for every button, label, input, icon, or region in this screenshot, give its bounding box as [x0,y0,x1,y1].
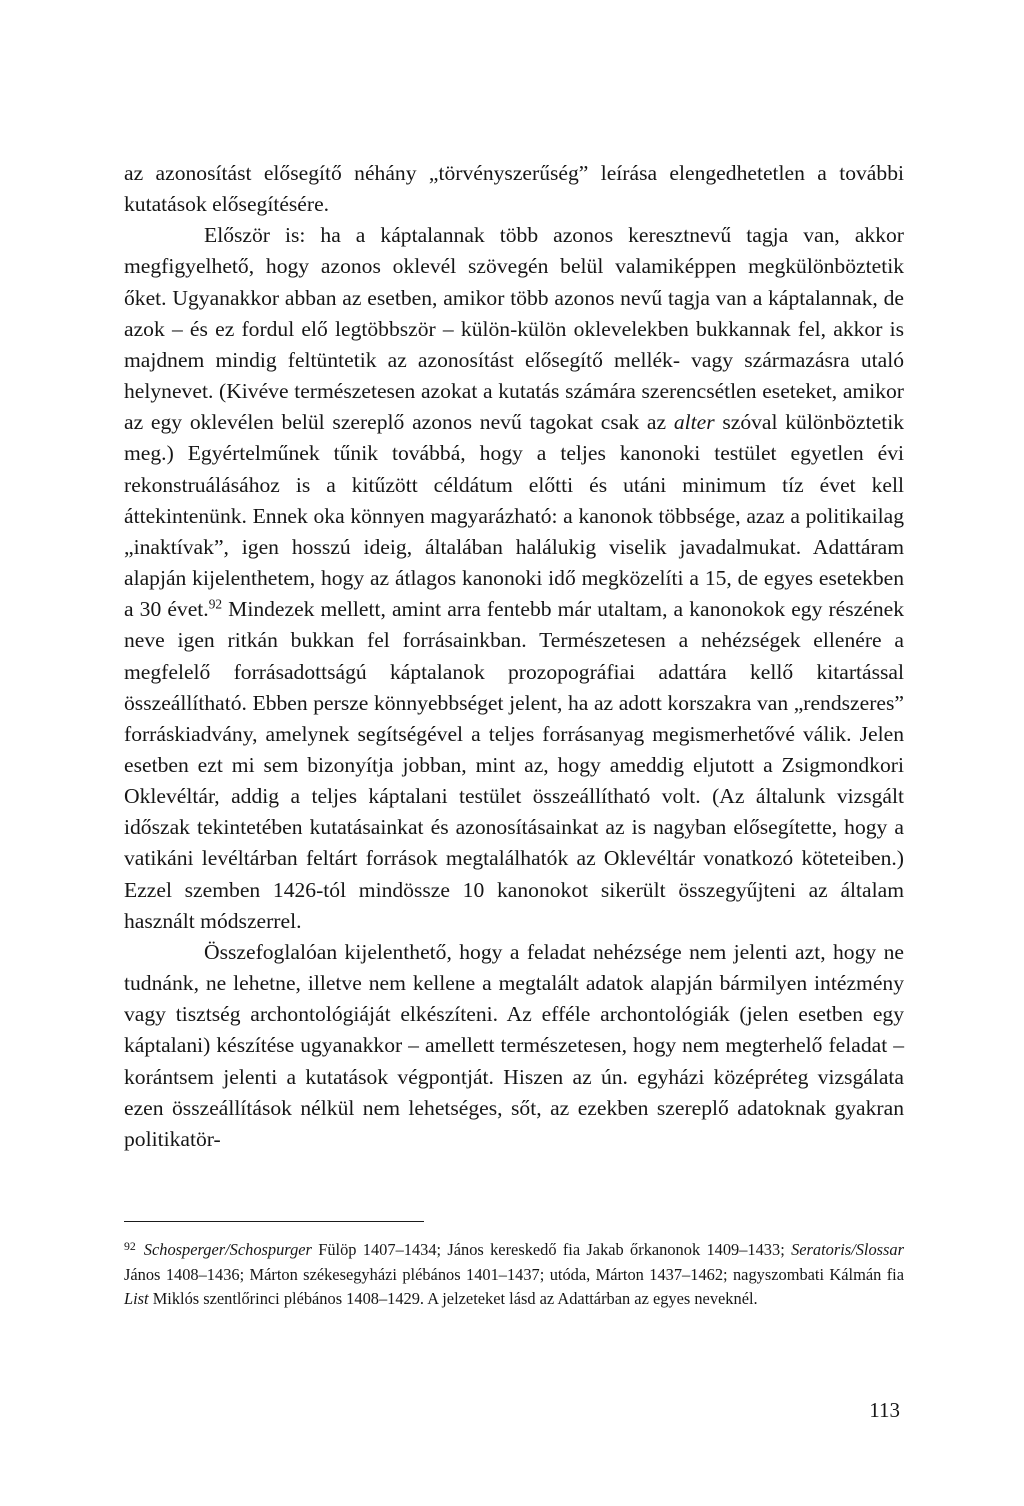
paragraph-2 [124,220,904,937]
footnote-text-3: Miklós szentlőrinci plébános 1408–1429. A jelzeteket lásd az Adattárban az egyes neveknél. [148,1289,758,1308]
footnote-text-1: Fülöp 1407–1434; János kereskedő fia Jakab őrkanonok 1409–1433; [311,1240,792,1259]
footnote-name-1: Schosperger/Schospurger [143,1240,312,1259]
paragraph-3 [124,937,904,1155]
footnote-name-2: Seratoris/Slossar [791,1240,904,1259]
body-text [124,158,904,1155]
footnote-number: 92 [124,1238,136,1253]
footnote-text-2: János 1408–1436; Márton székesegyházi plébános 1401–1437; utóda, Márton 1437–1462; nagyszombati Kálmán fia [124,1264,904,1284]
page-number: 113 [869,1398,900,1422]
paragraph-2-part-3: Mindezek mellett, amint arra fentebb már utaltam, a kanonokok egy részének neve igen ritkán bukkan fel forrásainkban. Természetesen a nehézségek ellenére a megfelelő forrásadottságú káptalanok prozopográfiai adattára kellő kitartással összeállítható. Ebben persze könnyebbséget jelent, ha az adott korszakra van „rendszeres” forráskiadvány, amelynek segítségével a teljes forrásanyag megismerhetővé válik. Jelen esetben ezt mi sem bizonyítja jobban, mint az, hogy ameddig eljutott a Zsigmondkori Oklevéltár, addig a teljes káptalani testület összeállítható volt. (Az általunk vizsgált időszak tekintetében kutatásainkat és azonosításainkat az is nagyban elősegítette, hogy a vatikáni levéltárban feltárt források megtalálhatók az Oklevéltár vonatkozó köteteiben.) Ezzel szemben 1426-tól mindössze 10 kanonokot sikerült összegyűjteni az általam használt módszerrel. [124,597,904,933]
paragraph-1 [124,158,904,220]
footnotes [124,1238,904,1312]
paragraph-3-text: Összefoglalóan kijelenthető, hogy a feladat nehézsége nem jelenti azt, hogy ne tudnánk, ne lehetne, illetve nem kellene a megtalált adatok alapján bármilyen intézmény vagy tisztség archontológiáját elkészíteni. Az efféle archontológiák (jelen esetben egy káptalani) készítése ugyanakkor – amellett természetesen, hogy nem megterhelő feladat – korántsem jelenti a kutatások végpontját. Hiszen az ún. egyházi középréteg vizsgálata ezen összeállítások nélkül nem lehetséges, sőt, az ezekben szereplő adatoknak gyakran politikatör- [124,939,904,1151]
italic-term-alter: alter [673,410,715,435]
paragraph-2-part-1: Először is: ha a káptalannak több azonos keresztnevű tagja van, akkor megfigyelhető, hogy azonos oklevél szövegén belül valamiképpen megkülönböztetik őket. Ugyanakkor abban az esetben, amikor több azonos nevű tagja van a káptalannak, de azok – és ez fordul elő legtöbbször – külön-külön oklevelekben bukkannak fel, akkor is majdnem mindig feltüntetik az azonosítást elősegítő mellék- vagy származásra utaló helynevet. (Kivéve természetesen azokat a kutatás számára szerencsétlen eseteket, amikor az egy oklevélen belül szereplő azonos nevű tagokat csak az [124,223,904,435]
footnote-divider [124,1221,424,1222]
footnote-92 [124,1238,904,1312]
paragraph-2-part-2: szóval különböztetik meg.) Egyértelműnek tűnik továbbá, hogy a teljes kanonoki testület egyetlen évi rekonstruálásához is a kitűzött céldátum előtti és utáni minimum tíz évet kell áttekintenünk. Ennek oka könnyen magyarázható: a kanonok többsége, azaz a politikailag „inaktívak”, igen hosszú ideig, általában halálukig viselik javadalmukat. Adattáram alapján kijelenthetem, hogy az átlagos kanonoki idő megközelíti a 15, de egyes esetekben a 30 évet. [124,410,904,622]
paragraph-1-text: az azonosítást elősegítő néhány „törvényszerűség” leírása elengedhetetlen a további kutatások elősegítésére. [124,161,904,217]
footnote-name-3: List [124,1289,149,1308]
footnote-reference[interactable]: 92 [208,596,223,612]
